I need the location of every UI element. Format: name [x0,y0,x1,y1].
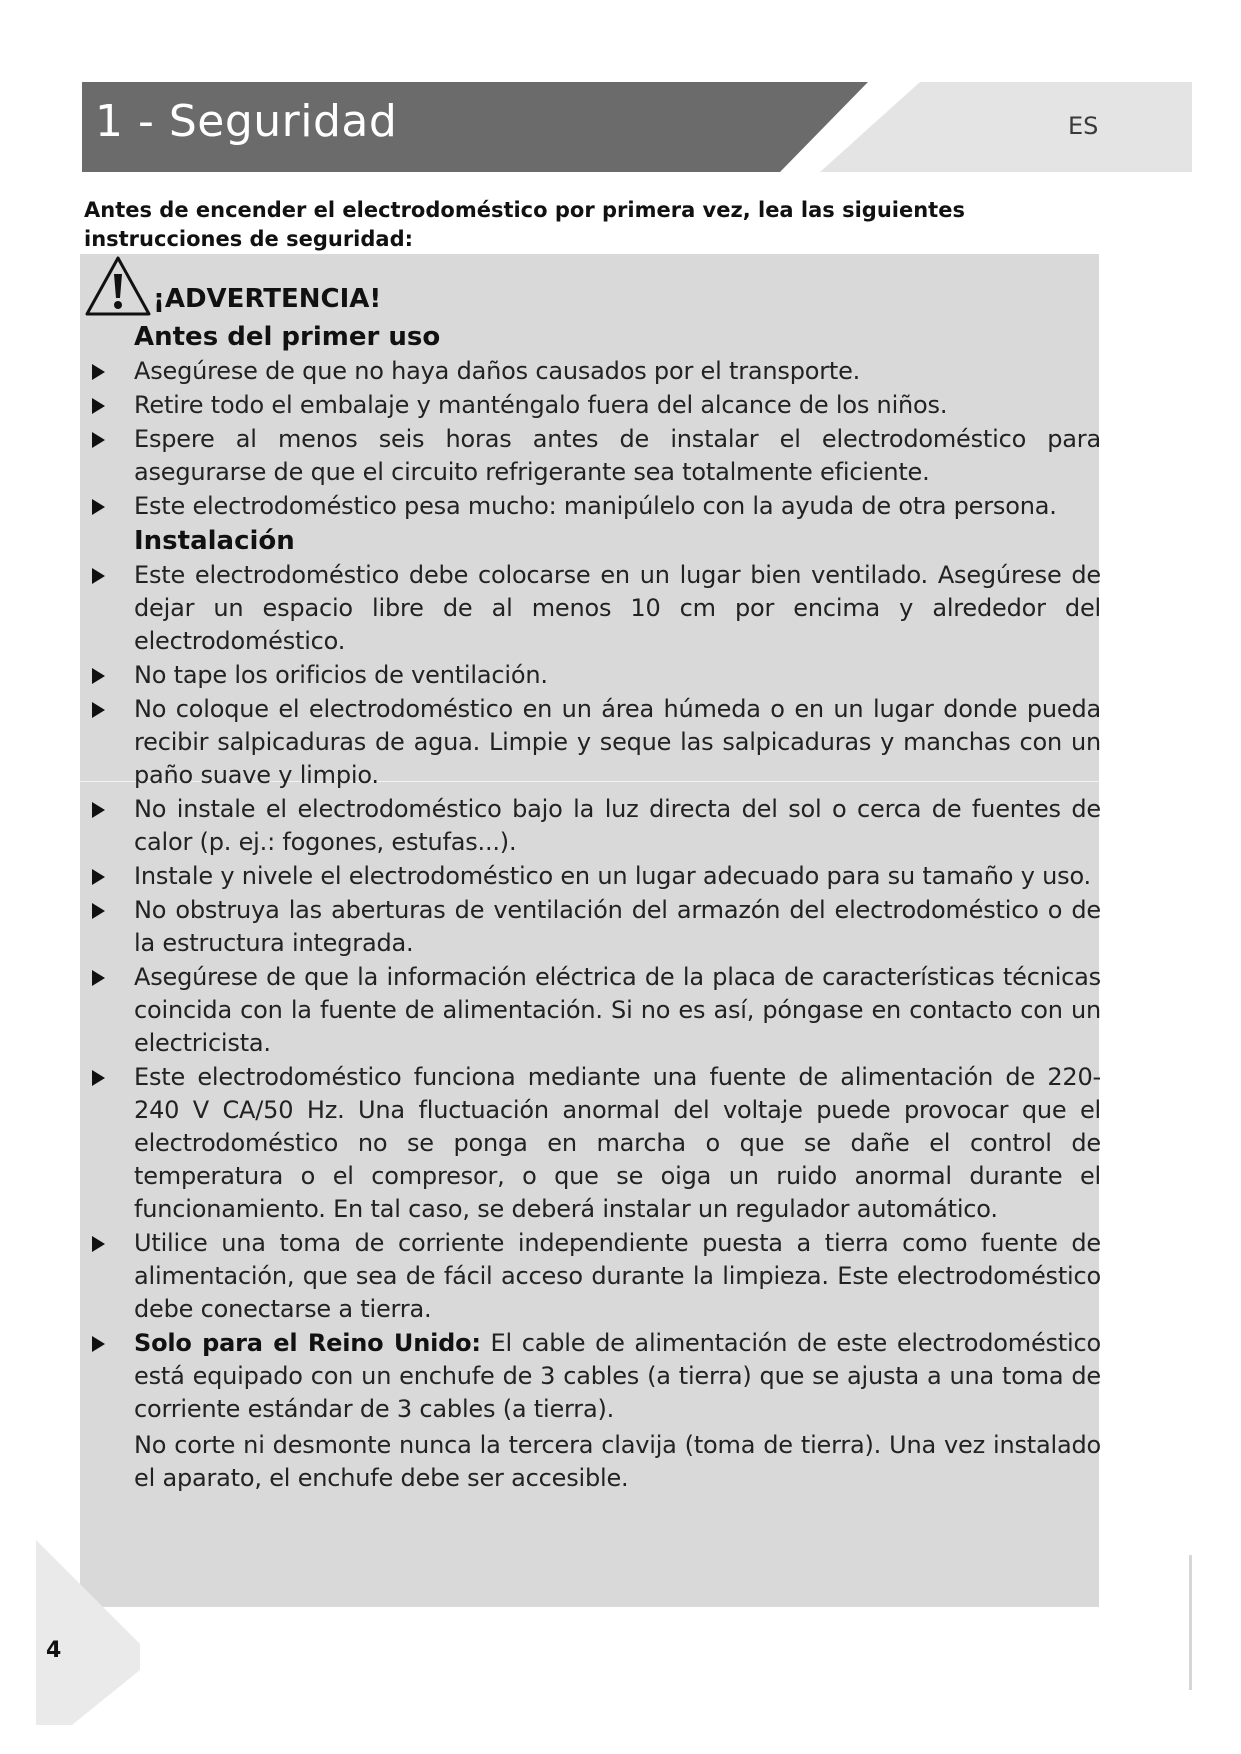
bullet-icon [92,568,105,584]
warning-title: ¡ADVERTENCIA! [153,284,382,314]
section-heading-installation: Instalación [134,526,295,556]
before-first-use-list [84,355,1101,523]
uk-lead: Solo para el Reino Unido: [134,1329,481,1357]
list-item: Asegúrese de que no haya daños causados por el transporte. [84,355,1101,388]
chapter-title: 1 - Seguridad [95,96,398,147]
bullet-icon [92,1336,105,1352]
edge-line [1189,1555,1192,1690]
list-item: Asegúrese de que la información eléctrica de la placa de características técnicas coincida con la fuente de alimentación. Si no es así, póngase en contacto con un electricista. [84,961,1101,1060]
language-code: ES [1068,112,1099,140]
bullet-icon [92,398,105,414]
bullet-icon [92,869,105,885]
bullet-icon [92,1070,105,1086]
bullet-icon [92,1236,105,1252]
uk-note: No corte ni desmonte nunca la tercera clavija (toma de tierra). Una vez instalado el aparato, el enchufe debe ser accesible. [134,1431,1101,1492]
bullet-icon [92,802,105,818]
list-item-uk [84,1327,1101,1495]
list-item: No instale el electrodoméstico bajo la luz directa del sol o cerca de fuentes de calor (p. ej.: fogones, estufas...). [84,793,1101,859]
uk-text: El cable de alimentación de este electrodoméstico está equipado con un enchufe de 3 cables (a tierra) que se ajusta a una toma de corriente estándar de 3 cables (a tierra). [134,1329,1101,1423]
header-band [0,0,1241,180]
section-heading-before-first-use: Antes del primer uso [134,322,441,352]
bullet-icon [92,668,105,684]
bullet-icon [92,903,105,919]
corner-decoration [0,1540,150,1754]
bullet-icon [92,702,105,718]
list-item: Espere al menos seis horas antes de instalar el electrodoméstico para asegurarse de que el circuito refrigerante sea totalmente eficiente. [84,423,1101,489]
list-item: No obstruya las aberturas de ventilación del armazón del electrodoméstico o de la estructura integrada. [84,894,1101,960]
bullet-icon [92,970,105,986]
list-item: Retire todo el embalaje y manténgalo fuera del alcance de los niños. [84,389,1101,422]
header-tab-shape [820,82,1192,172]
bullet-icon [92,364,105,380]
warning-triangle-icon [83,254,153,318]
list-item: Instale y nivele el electrodoméstico en un lugar adecuado para su tamaño y uso. [84,860,1101,893]
list-item: No tape los orificios de ventilación. [84,659,1101,692]
intro-text: Antes de encender el electrodoméstico por primera vez, lea las siguientes instrucciones de seguridad: [84,198,965,251]
list-item: Este electrodoméstico pesa mucho: manipúlelo con la ayuda de otra persona. [84,490,1101,523]
safety-content [84,319,1101,1495]
list-item: Este electrodoméstico funciona mediante una fuente de alimentación de 220-240 V CA/50 Hz. Una fluctuación anormal del voltaje puede provocar que el electrodoméstico no se ponga en marcha o que se dañe el control de temperatura o el compresor, o que se oiga un ruido anormal durante el funcionamiento. En tal caso, se deberá instalar un regulador automático. [84,1061,1101,1226]
bullet-icon [92,432,105,448]
list-item: Utilice una toma de corriente independiente puesta a tierra como fuente de alimentación, que sea de fácil acceso durante la limpieza. Este electrodoméstico debe conectarse a tierra. [84,1227,1101,1326]
list-item: Este electrodoméstico debe colocarse en un lugar bien ventilado. Asegúrese de dejar un espacio libre de al menos 10 cm por encima y alrededor del electrodoméstico. [84,559,1101,658]
bullet-icon [92,499,105,515]
installation-list [84,559,1101,1495]
list-item: No coloque el electrodoméstico en un área húmeda o en un lugar donde pueda recibir salpicaduras de agua. Limpie y seque las salpicaduras y manchas con un paño suave y limpio. [84,693,1101,792]
page-number: 4 [46,1638,62,1663]
